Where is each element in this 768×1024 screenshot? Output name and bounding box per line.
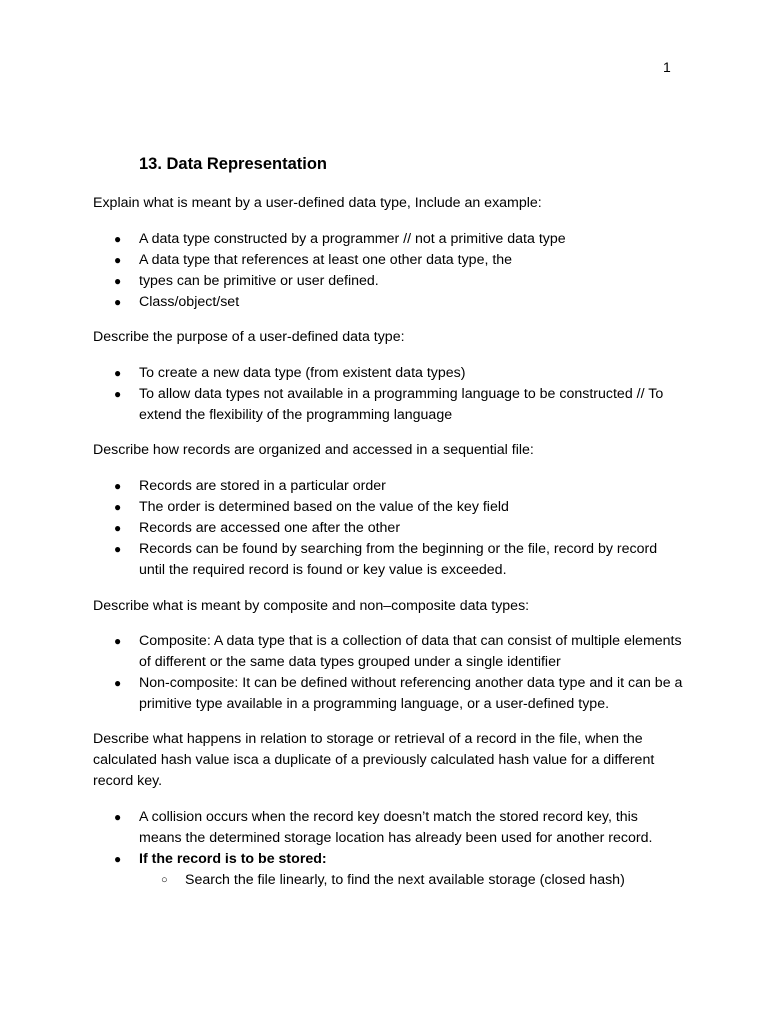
list-item: ● Records can be found by searching from the beginning or the file, record by record until the required record is found or key value is exceeded. xyxy=(114,541,658,578)
bullet-icon: ● xyxy=(114,253,122,267)
bullet-icon: ● xyxy=(114,521,122,535)
list-item: ● Records are accessed one after the other xyxy=(93,518,683,539)
list-item: ● The order is determined based on the value of the key field xyxy=(93,497,683,518)
question-5: Describe what happens in relation to storage or retrieval of a record in the file, when the calculated hash value isca a duplicate of a previously calculated hash value for a different record key. xyxy=(93,731,655,789)
bullet-icon: ● xyxy=(114,852,122,866)
list-item: ● A collision occurs when the record key doesn’t match the stored record key, this means the determined storage location has already been used for another record. xyxy=(114,809,653,846)
bullet-icon: ● xyxy=(114,479,122,493)
sub-list xyxy=(139,870,683,891)
answer-list-2 xyxy=(93,363,683,426)
answer-list-5 xyxy=(93,807,683,891)
list-item: ● To create a new data type (from existent data types) xyxy=(93,363,683,384)
list-item: ● To allow data types not available in a programming language to be constructed // To extend the flexibility of the programming language xyxy=(114,386,664,423)
bullet-icon: ● xyxy=(114,500,122,514)
page-number: 1 xyxy=(663,59,671,75)
bullet-icon: ● xyxy=(114,810,122,824)
list-item: ● Non-composite: It can be defined without referencing another data type and it can be a primitive type available in a programming language, or a user-defined type. xyxy=(114,675,683,712)
bullet-icon: ● xyxy=(114,542,122,556)
bullet-icon: ● xyxy=(114,634,122,648)
list-item: ● A data type that references at least one other data type, the xyxy=(93,250,683,271)
question-3: Describe how records are organized and accessed in a sequential file: xyxy=(93,442,534,458)
bullet-icon: ● xyxy=(114,676,122,690)
bullet-icon: ● xyxy=(114,387,122,401)
sub-list-item: ○ Search the file linearly, to find the next available storage (closed hash) xyxy=(139,870,683,891)
list-item: ● Composite: A data type that is a collection of data that can consist of multiple elements of different or the same data types grouped under a single identifier xyxy=(114,633,682,670)
bullet-icon: ● xyxy=(114,366,122,380)
bullet-icon: ● xyxy=(114,295,122,309)
list-item: ● A data type constructed by a programmer // not a primitive data type xyxy=(93,229,683,250)
answer-list-4 xyxy=(93,631,683,715)
list-item: ● If the record is to be stored: ○ Search the file linearly, to find the next available storage (closed hash) xyxy=(93,849,683,891)
sub-bullet-icon: ○ xyxy=(161,874,168,886)
answer-list-1 xyxy=(93,229,683,313)
page-title: 13. Data Representation xyxy=(139,155,327,173)
list-item: ● types can be primitive or user defined. xyxy=(93,271,683,292)
question-4: Describe what is meant by composite and non–composite data types: xyxy=(93,598,530,614)
list-item: ● Records are stored in a particular order xyxy=(93,476,683,497)
bullet-icon: ● xyxy=(114,274,122,288)
question-2: Describe the purpose of a user-defined data type: xyxy=(93,329,405,345)
bullet-icon: ● xyxy=(114,232,122,246)
list-item: ● Class/object/set xyxy=(93,292,683,313)
question-1: Explain what is meant by a user-defined data type, Include an example: xyxy=(93,195,542,211)
answer-list-3 xyxy=(93,476,683,581)
